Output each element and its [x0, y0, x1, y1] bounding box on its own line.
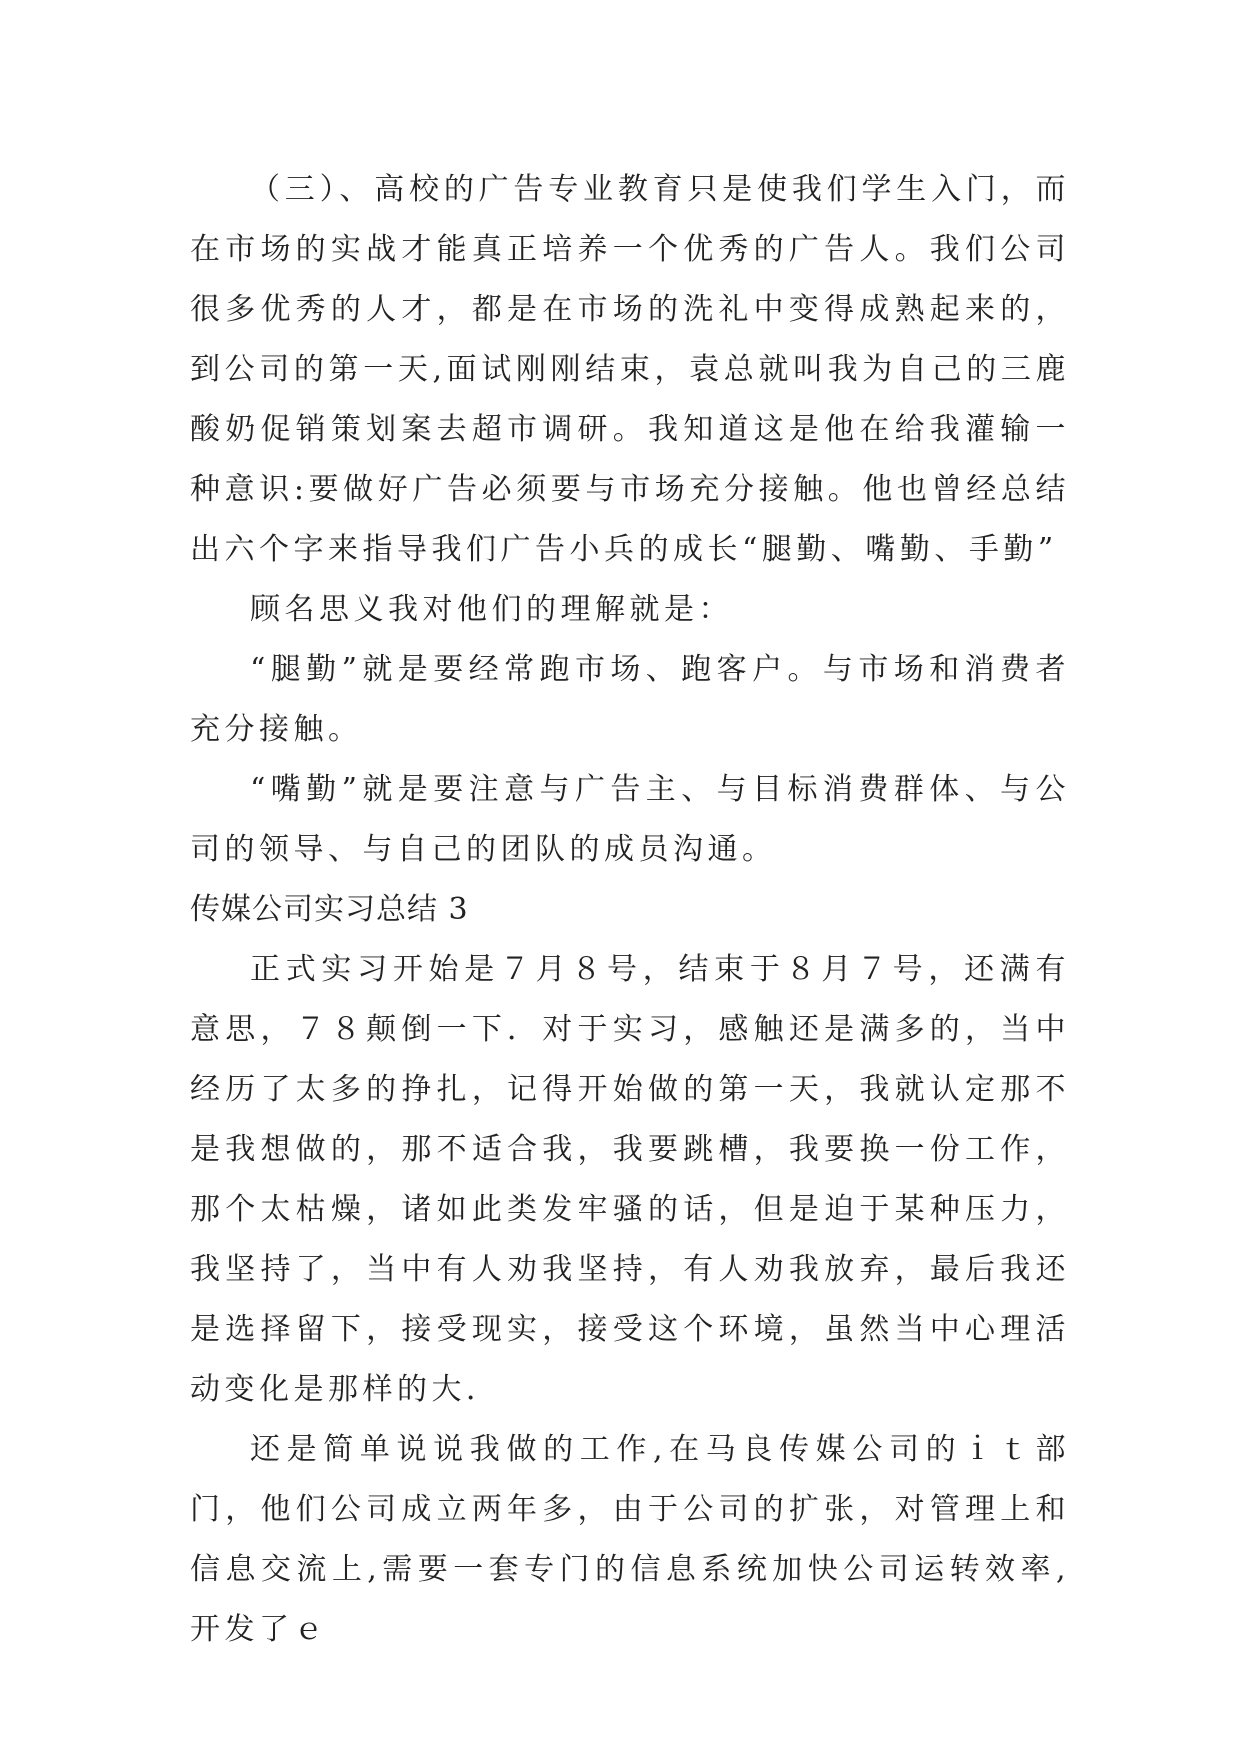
section-heading: 传媒公司实习总结 3 [190, 892, 469, 927]
paragraph-mouth-diligence: “嘴勤”就是要注意与广告主、与目标消费群体、与公司的领导、与自己的团队的成员沟通。 [190, 772, 1070, 867]
paragraph-understanding: 顾名思义我对他们的理解就是： [250, 592, 733, 627]
paragraph-internship-start: 正式实习开始是７月８号，结束于８月７号，还满有意思，７８颠倒一下．对于实习，感触还是满多的，当中经历了太多的挣扎，记得开始做的第一天，我就认定那不是我想做的，那不适合我，我要跳槽，我要换一份工作，那个太枯燥，诸如此类发牢骚的话，但是迫于某种压力，我坚持了，当中有人劝我坚持，有人劝我放弃，最后我还是选择留下，接受现实，接受这个环境，虽然当中心理活动变化是那样的大． [190, 952, 1070, 1407]
document-body [190, 160, 1070, 1660]
paragraph-work-description: 还是简单说说我做的工作,在马良传媒公司的ｉｔ部门，他们公司成立两年多，由于公司的扩张，对管理上和信息交流上,需要一套专门的信息系统加快公司运转效率,开发了ｅ [190, 1432, 1070, 1647]
paragraph-leg-diligence: “腿勤”就是要经常跑市场、跑客户。与市场和消费者充分接触。 [190, 652, 1070, 747]
paragraph-advertising-education: （三）、高校的广告专业教育只是使我们学生入门，而在市场的实战才能真正培养一个优秀的广告人。我们公司很多优秀的人才，都是在市场的洗礼中变得成熟起来的，到公司的第一天,面试刚刚结束，袁总就叫我为自己的三鹿酸奶促销策划案去超市调研。我知道这是他在给我灌输一种意识:要做好广告必须要与市场充分接触。他也曾经总结出六个字来指导我们广告小兵的成长“腿勤、嘴勤、手勤” [190, 172, 1070, 567]
